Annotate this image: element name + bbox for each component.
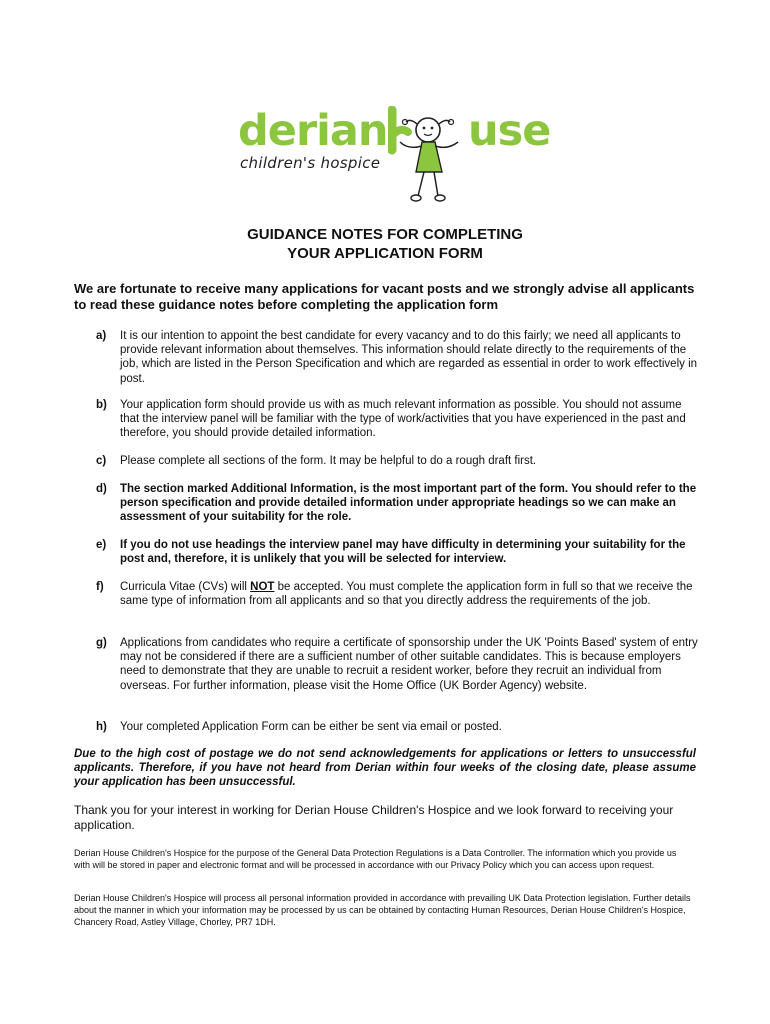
item-letter: b) (96, 399, 107, 411)
guidance-item-e (96, 538, 698, 566)
item-text: Please complete all sections of the form. It may be helpful to do a rough draft first. (120, 455, 537, 467)
item-letter: a) (96, 330, 107, 342)
item-text: Your application form should provide us with as much relevant information as possible. You should not assume that the interview panel will be familiar with the type of work/activities that you have experienced in the past and therefore, you should provide detailed information. (120, 399, 686, 440)
gdpr-notice: Derian House Children's Hospice for the purpose of the General Data Protection Regulations is a Data Controller. The information which you provide us with will be stored in paper and electronic format and will be processed in accordance with our Privacy Policy which you can access upon request. (74, 848, 677, 870)
logo-child-figure-icon (388, 106, 468, 206)
item-letter: f) (96, 581, 104, 593)
logo-word-derian: derian (238, 106, 388, 156)
guidance-item-h (96, 720, 698, 734)
intro-paragraph: We are fortunate to receive many applications for vacant posts and we strongly advise all applicants to read these guidance notes before completing the application form (74, 281, 695, 312)
item-letter: e) (96, 539, 107, 551)
item-text: Your completed Application Form can be either be sent via email or posted. (120, 721, 502, 733)
item-text: If you do not use headings the interview panel may have difficulty in determining your suitability for the post and, therefore, it is unlikely that you will be selected for interview. (120, 539, 686, 566)
guidance-item-b (96, 398, 698, 441)
derian-house-logo (238, 106, 551, 206)
item-letter: d) (96, 483, 107, 495)
item-text-before: Curricula Vitae (CVs) will (120, 581, 251, 593)
item-text-after: be accepted. You must complete the application form in full so that we receive the same type of information from all applicants and so that you directly address the requirements of the job. (120, 581, 693, 608)
item-letter: c) (96, 455, 107, 467)
item-text: The section marked Additional Information, is the most important part of the form. You should refer to the person specification and provide detailed information under appropriate headings so we can make an assessment of your suitability for the role. (120, 483, 697, 524)
item-text: It is our intention to appoint the best candidate for every vacancy and to do this fairly; we need all applicants to provide relevant information about themselves. This information should relate directly to the requirements of the job, which are listed in the Person Specification and which are regarded as essential in order to work effectively in post. (120, 330, 698, 385)
postage-warning: Due to the high cost of postage we do not send acknowledgements for applications or letters to unsuccessful applicants. Therefore, if you have not heard from Derian within four weeks of the closing date, please assume your application has been unsuccessful. (74, 748, 696, 789)
item-text: Applications from candidates who require a certificate of sponsorship under the UK 'Points Based' system of entry may not be considered if there are a sufficient number of other suitable candidates. This is because employers need to demonstrate that they are unable to recruit a resident worker, before they recruit an individual from overseas. For further information, please visit the Home Office (UK Border Agency) website. (120, 637, 698, 692)
item-letter: g) (96, 637, 107, 649)
page-title-line-2: YOUR APPLICATION FORM (287, 245, 483, 262)
guidance-item-a (96, 329, 698, 386)
guidance-item-c (96, 454, 698, 468)
item-text-emphasis: NOT (250, 581, 275, 593)
logo-word-use: use (468, 106, 551, 156)
thank-you-paragraph: Thank you for your interest in working for Derian House Children's Hospice and we look forward to receiving your application. (74, 803, 674, 832)
logo-tagline: children's hospice (240, 154, 381, 172)
guidance-item-f (96, 580, 698, 608)
page-title-line-1: GUIDANCE NOTES FOR COMPLETING (247, 226, 523, 243)
guidance-item-g (96, 636, 698, 693)
data-processing-notice: Derian House Children's Hospice will process all personal information provided in accordance with prevailing UK Data Protection legislation. Further details about the manner in which your information may be processed by us can be obtained by contacting Human Resources, Derian House Children's Hospice, Chancery Road, Astley Village, Chorley, PR7 1DH. (74, 893, 691, 927)
guidance-item-d (96, 482, 698, 525)
item-letter: h) (96, 721, 107, 733)
item-text (120, 580, 698, 608)
